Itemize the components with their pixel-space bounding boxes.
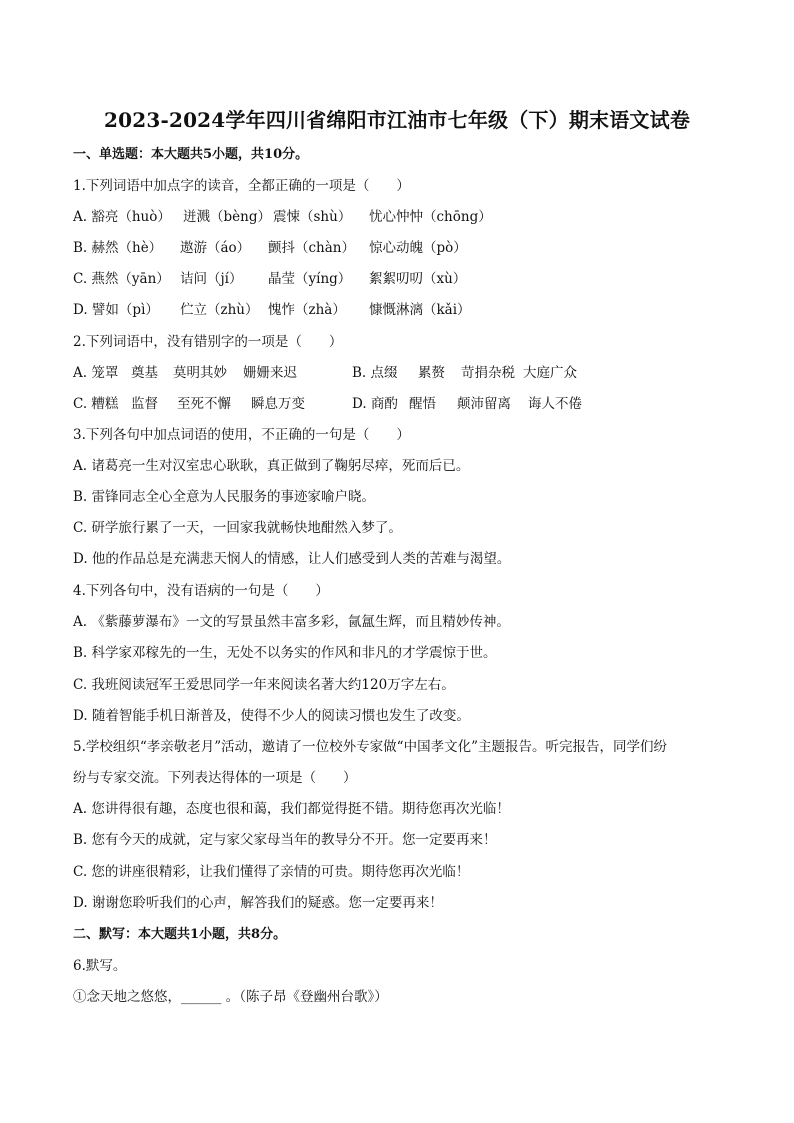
option-item: 伫立（zhù） [180,302,259,318]
option-item: 至死不懈 [177,396,231,412]
question-1-stem: 1.下列词语中加点字的读音，全都正确的一项是（ ） [73,178,410,194]
question-6-item-1: ①念天地之悠悠，______ 。（陈子昂《登幽州台歌》） [73,989,388,1005]
question-3-option-b: B. 雷锋同志全心全意为人民服务的事迹家喻户晓。 [73,489,376,505]
question-5-stem-line-2: 纷与专家交流。下列表达得体的一项是（ ） [73,770,357,786]
option-item: 晶莹（yíng） [268,271,352,287]
option-item: 姗姗来迟 [243,365,297,381]
question-5-option-a: A. 您讲得很有趣，态度也很和蔼，我们都觉得挺不错。期待您再次光临！ [73,801,510,817]
option-item: 惊心动魄（pò） [369,240,467,256]
option-item: 颤抖（chàn） [268,240,355,256]
page-title: 2023-2024学年四川省绵阳市江油市七年级（下）期末语文试卷 [103,108,691,132]
option-item: 大庭广众 [523,365,577,381]
option-item: 颠沛留离 [457,396,511,412]
question-5-option-d: D. 谢谢您聆听我们的心声，解答我们的疑惑。您一定要再来！ [73,895,443,911]
option-item: 震悚（shù） [273,209,352,225]
option-item: A. 笼罩 [73,365,119,381]
option-item: D. 譬如（pì） [73,302,159,318]
option-item: B. 点缀 [352,365,398,381]
question-5-stem-line-1: 5.学校组织“孝亲敬老月”活动，邀请了一位校外专家做“中国孝文化”主题报告。听完报告，同学们纷 [73,739,667,755]
question-4-option-b: B. 科学家邓稼先的一生，无处不以务实的作风和非凡的才学震惊于世。 [73,645,497,661]
option-item: 累赘 [418,365,445,381]
option-item: C. 燕然（yān） [73,271,170,287]
option-item: 愧怍（zhà） [268,302,346,318]
option-item: 诲人不倦 [528,396,582,412]
option-item: 莫明其妙 [173,365,227,381]
section-heading-dictation: 二、默写：本大题共1小题，共8分。 [73,927,287,942]
section-heading-single-choice: 一、单选题：本大题共5小题，共10分。 [73,147,309,162]
option-item: A. 豁亮（huò） [73,209,171,225]
question-3-option-d: D. 他的作品总是充满悲天悯人的情感，让人们感受到人类的苦难与渴望。 [73,551,511,567]
question-4-option-a: A. 《紫藤萝瀑布》一文的写景虽然丰富多彩，氤氲生辉，而且精妙传神。 [73,614,510,630]
question-5-option-b: B. 您有今天的成就，定与家父家母当年的教导分不开。您一定要再来！ [73,832,497,848]
question-5-option-c: C. 您的讲座很精彩，让我们懂得了亲情的可贵。期待您再次光临！ [73,864,470,880]
question-3-stem: 3.下列各句中加点词语的使用，不正确的一句是（ ） [73,427,410,443]
option-item: 苛捐杂税 [461,365,515,381]
option-item: 诘问（jí） [180,271,243,287]
question-2-stem: 2.下列词语中，没有错别字的一项是（ ） [73,334,343,350]
question-4-option-d: D. 随着智能手机日渐普及，使得不少人的阅读习惯也发生了改变。 [73,708,470,724]
option-item: 瞬息万变 [251,396,305,412]
option-item: 絮絮叨叨（xù） [369,271,467,287]
option-item: 迸溅（bèng） [183,209,271,225]
question-6-stem: 6.默写。 [73,958,127,974]
option-item: D. 商酌 [352,396,398,412]
option-item: C. 糟糕 [73,396,119,412]
option-item: 监督 [131,396,158,412]
option-item: 醒悟 [409,396,436,412]
question-3-option-a: A. 诸葛亮一生对汉室忠心耿耿，真正做到了鞠躬尽瘁，死而后已。 [73,458,470,474]
option-item: 奠基 [131,365,158,381]
question-4-stem: 4.下列各句中，没有语病的一句是（ ） [73,583,329,599]
option-item: 慷慨淋漓（kǎi） [369,302,471,318]
question-3-option-c: C. 研学旅行累了一天，一回家我就畅快地酣然入梦了。 [73,520,402,536]
option-item: 忧心忡忡（chōng） [369,209,492,225]
option-item: B. 赫然（hè） [73,240,163,256]
option-item: 遨游（áo） [180,240,251,256]
question-4-option-c: C. 我班阅读冠军王爱思同学一年来阅读名著大约120万字左右。 [73,677,455,693]
